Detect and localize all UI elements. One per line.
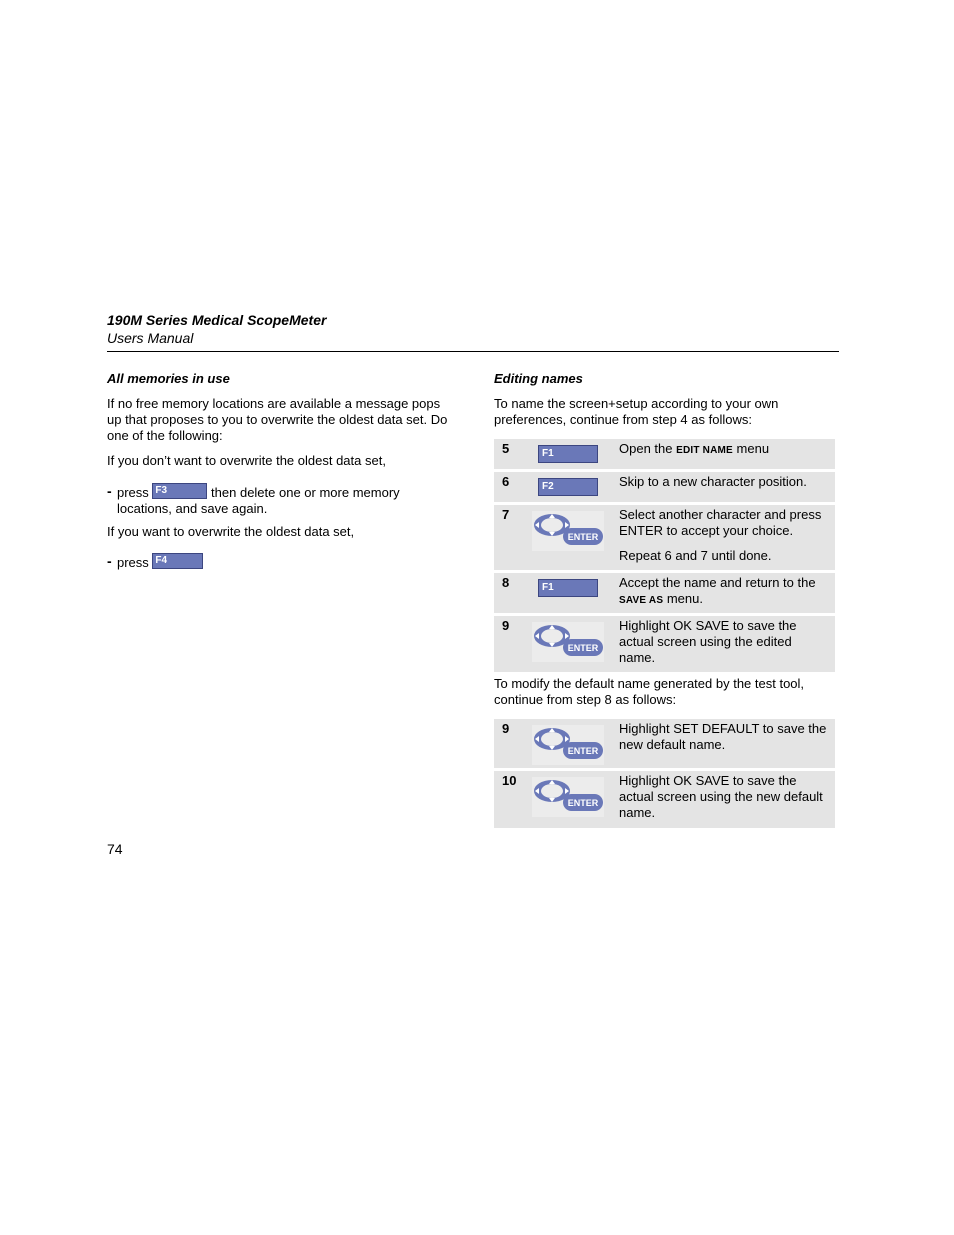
arrow-enter-keys-icon [532,511,604,551]
step-text: Highlight OK SAVE to save the actual screen using the new default name. [619,773,823,820]
step-row [494,472,835,502]
press-label: press [117,485,149,500]
svg-text:ENTER: ENTER [567,798,599,808]
paragraph-overwrite: If you want to overwrite the oldest data set, [107,524,355,539]
step-row [494,505,835,570]
step-row [494,573,835,613]
svg-text:ENTER: ENTER [567,746,599,756]
svg-text:ENTER: ENTER [567,643,599,653]
step-number: 6 [502,474,510,489]
step-number: 9 [502,721,510,736]
step-number: 7 [502,507,510,522]
step-number: 10 [502,773,517,788]
step-row [494,439,835,469]
svg-text:ENTER: ENTER [567,532,599,542]
document-title: 190M Series Medical ScopeMeter [107,312,327,328]
paragraph-editing-intro: To name the screen+setup according to your own preferences, continue from step 4 as follows: [494,396,779,427]
bullet-dash: - [107,553,112,569]
f2-key-icon: F2 [538,478,598,496]
document-subtitle: Users Manual [107,330,194,346]
step-text: Highlight SET DEFAULT to save the new default name. [619,721,827,752]
step-text: Select another character and press ENTER to accept your choice. Repeat 6 and 7 until done. [619,507,822,563]
bullet-text: then delete one or more memory [211,485,400,500]
arrow-enter-keys-icon [532,777,604,817]
bullet-text-cont: locations, and save again. [117,501,268,516]
press-label: press [117,555,149,570]
step-row [494,771,835,828]
bullet-dash: - [107,483,112,499]
f1-key-icon: F1 [538,579,598,597]
step-text: Accept the name and return to the SAVE AS menu. [619,575,816,606]
step-text: Skip to a new character position. [619,474,807,489]
paragraph-modify-default: To modify the default name generated by the test tool, continue from step 8 as follows: [494,676,805,707]
step-number: 5 [502,441,510,456]
header-rule [107,351,839,352]
step-number: 8 [502,575,510,590]
arrow-enter-keys-icon [532,725,604,765]
arrow-enter-keys-icon [532,622,604,662]
paragraph-dont-overwrite: If you don’t want to overwrite the oldest data set, [107,453,386,468]
section-heading-memories: All memories in use [107,371,230,386]
paragraph-no-free-memory: If no free memory locations are available a message pops up that proposes to you to overwrite the oldest data set. Do one of the following: [107,396,448,443]
f1-key-icon: F1 [538,445,598,463]
section-heading-editing: Editing names [494,371,583,386]
f3-key-icon: F3 [152,483,207,499]
page-number: 74 [107,841,123,857]
step-text: Open the EDIT NAME menu [619,441,770,456]
step-text: Highlight OK SAVE to save the actual screen using the edited name. [619,618,797,665]
step-row [494,719,835,768]
step-number: 9 [502,618,510,633]
step-row [494,616,835,672]
f4-key-icon: F4 [152,553,203,569]
